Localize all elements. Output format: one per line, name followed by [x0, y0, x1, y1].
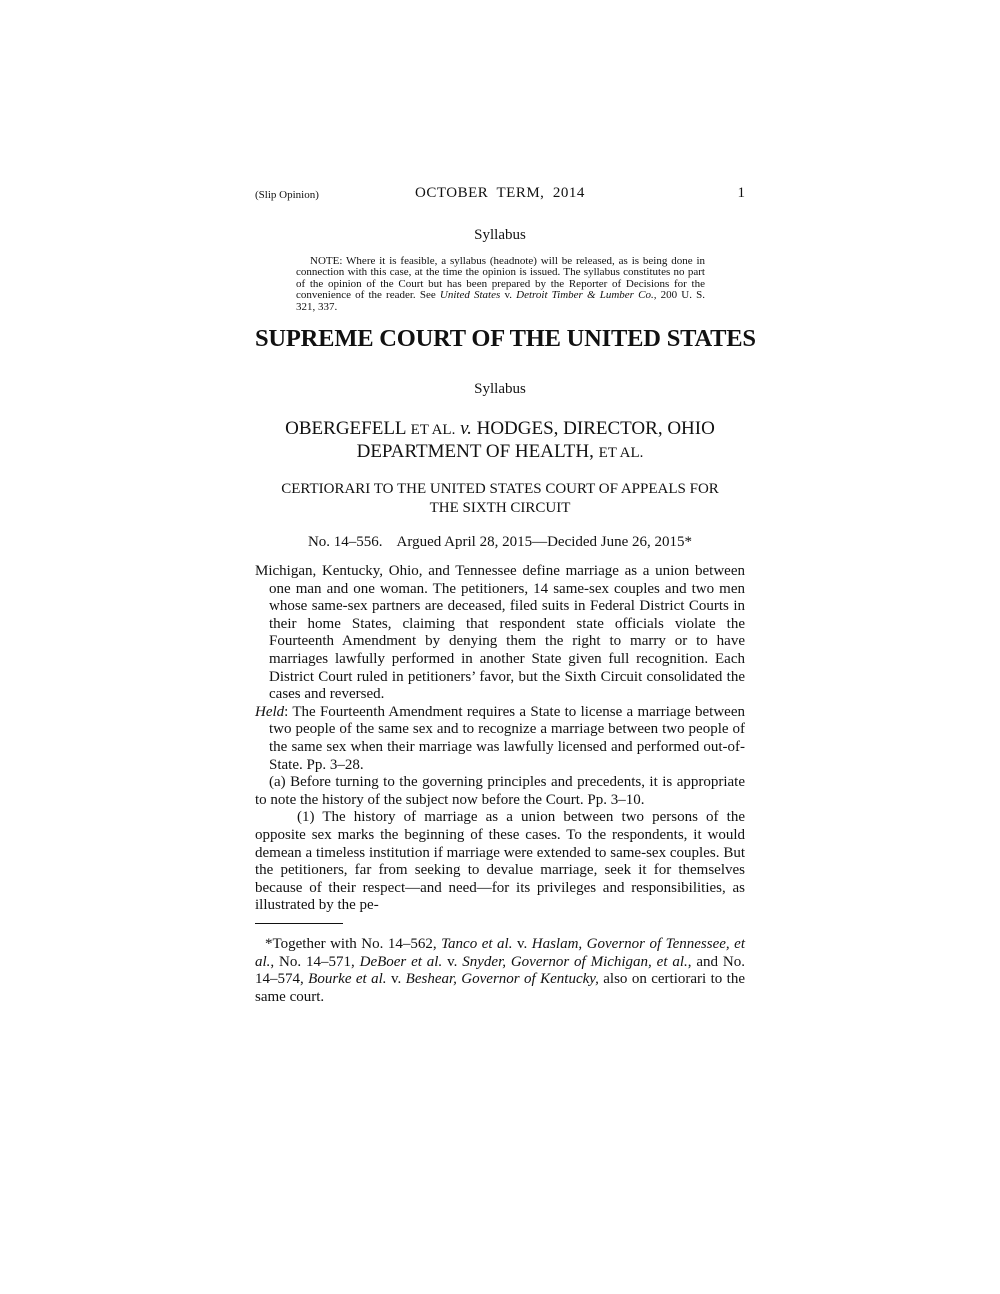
caption-line-2: DEPARTMENT OF HEALTH, ET AL. [356, 441, 644, 463]
slip-opinion-label: (Slip Opinion) [255, 189, 319, 201]
case-caption [255, 418, 745, 464]
syllabus-heading: Syllabus [474, 227, 526, 243]
argument-dates: Argued April 28, 2015—Decided June 26, 2015* [396, 534, 693, 551]
intro-paragraph: Michigan, Kentucky, Ohio, and Tennessee define marriage as a union between one man and one woman. The petitioners, 14 same-sex couples and two men whose same-sex partners are deceased, filed suits in Federal District Courts in their home States, claiming that respondent state officials violate the Fourteenth Amendment by denying them the right to marry or to have marriages lawfully performed in another State given full recognition. Each District Court ruled in petitioners’ favor, but the Sixth Circuit consolidated the cases and reversed. [255, 563, 745, 703]
term-label: OCTOBER TERM, 2014 [415, 185, 585, 201]
docket-line [255, 534, 745, 551]
page-number: 1 [737, 185, 745, 201]
court-title: SUPREME COURT OF THE UNITED STATES [255, 325, 756, 353]
slip-opinion-page [255, 185, 756, 1006]
footnote: *Together with No. 14–562, Tanco et al. v. Haslam, Governor of Tennessee, et al., No. 14–571, DeBoer et al. v. Snyder, Governor of Michigan, et al., and No. 14–574, Bourke et al. v. Beshear, Governor of Kentucky, also on certiorari to the same court. [255, 935, 746, 1005]
syllabus-subheading: Syllabus [474, 381, 526, 398]
footnote-rule [255, 923, 343, 924]
held-paragraph: Held: The Fourteenth Amendment requires a State to license a marriage between two people of the same sex and to recognize a marriage between two people of the same sex when their marriage was lawfully licensed and performed out-of-State. Pp. 3–28. [255, 703, 745, 773]
certiorari-heading: CERTIORARI TO THE UNITED STATES COURT OF APPEALS FOR THE SIXTH CIRCUIT [281, 481, 719, 517]
reporter-note [296, 256, 705, 313]
syllabus-body [255, 563, 745, 915]
paragraph-1: (1) The history of marriage as a union between two persons of the opposite sex marks the beginning of these cases. To the respondents, it would demean a timeless institution if marriage were extended to same-sex couples. But the petitioners, far from seeking to devalue marriage, seek it for themselves because of their respect—and need—for its privileges and responsibilities, as illustrated by the pe- [255, 809, 745, 914]
paragraph-a: (a) Before turning to the governing principles and precedents, it is appropriate to note the history of the subject now before the Court. Pp. 3–10. [255, 774, 745, 808]
note-text: NOTE: Where it is feasible, a syllabus (headnote) will be released, as is being done in connection with this case, at the time the opinion is issued. The syllabus constitutes no part of the opinion of the Court but has been prepared by the Reporter of Decisions for the convenience of the reader. See United States v. Detroit Timber & Lumber Co., 200 U. S. 321, 337. [296, 255, 705, 313]
docket-number: No. 14–556. [307, 534, 383, 551]
running-head [255, 185, 745, 207]
caption-line-1: OBERGEFELL ET AL. v. HODGES, DIRECTOR, OHIO [285, 418, 715, 440]
